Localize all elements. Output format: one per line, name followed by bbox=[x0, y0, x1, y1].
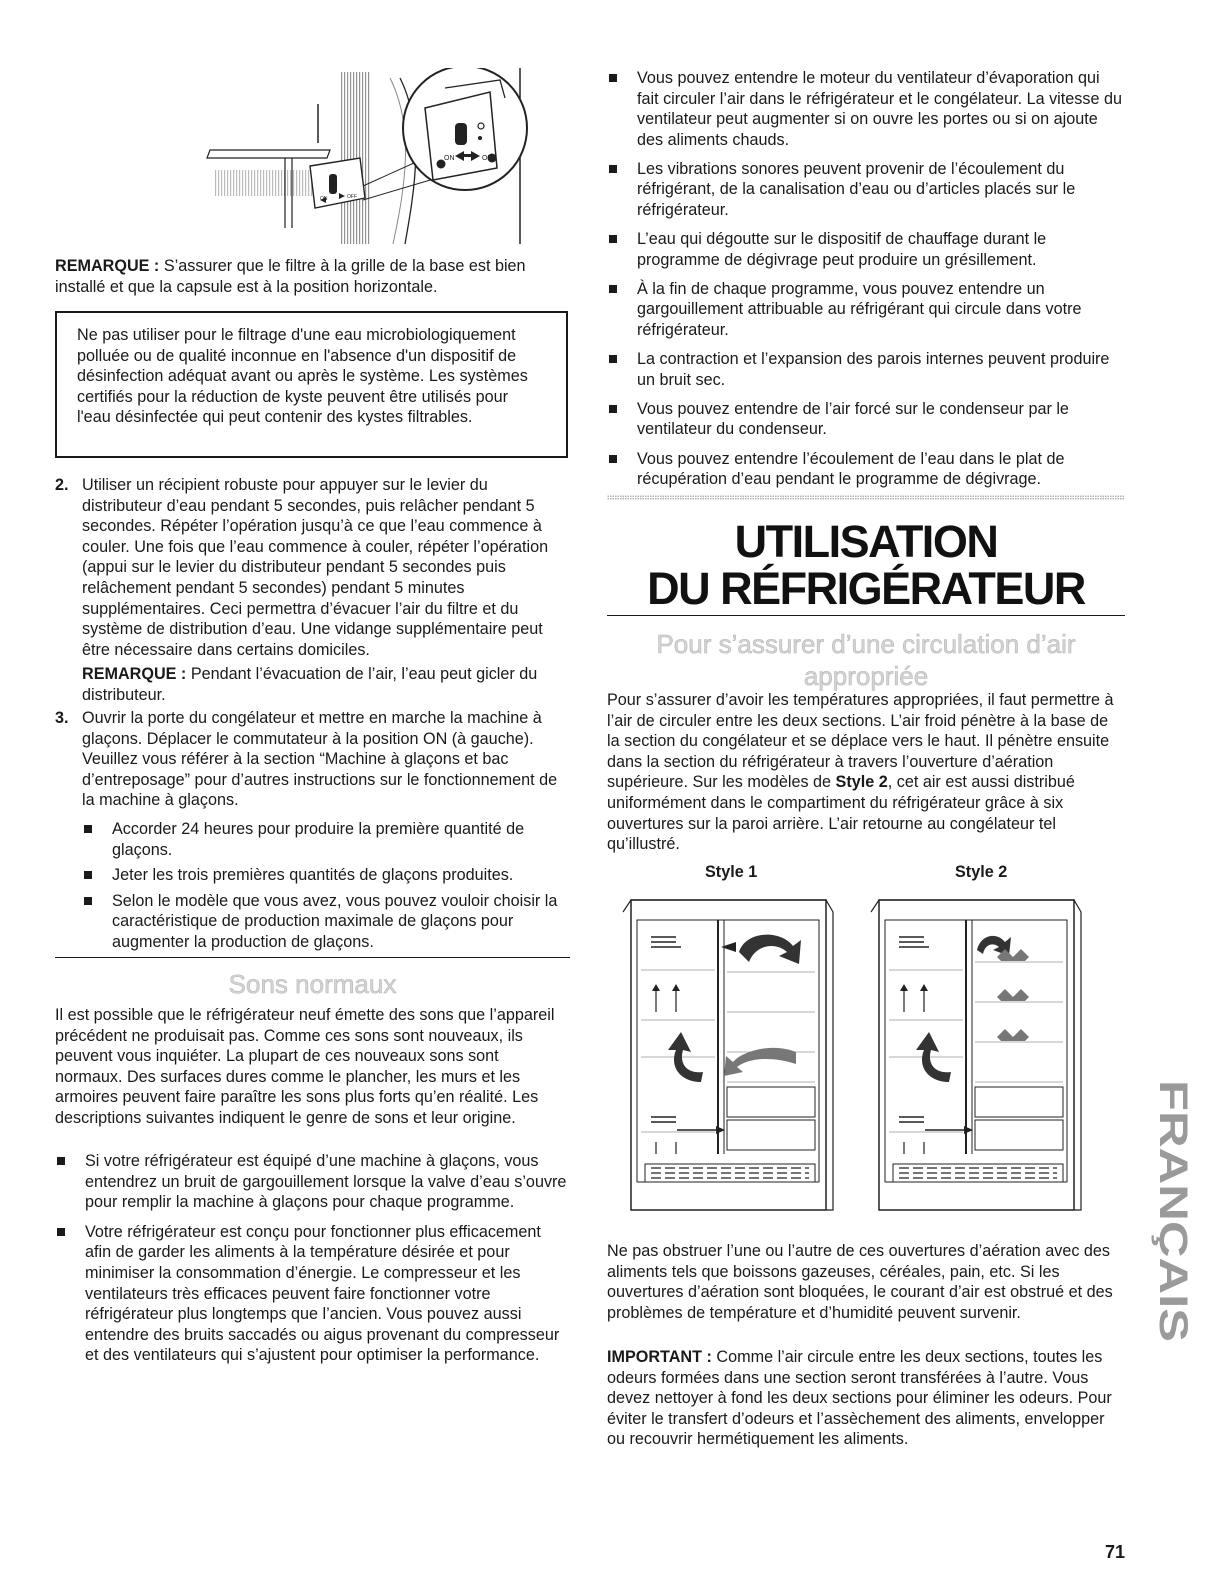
sons-bullets-left bbox=[55, 1151, 570, 1371]
step-2 bbox=[55, 475, 570, 706]
filter-note bbox=[55, 256, 570, 297]
svg-text:ON bbox=[444, 155, 455, 162]
step-2-number: 2. bbox=[55, 476, 69, 494]
list-item: Selon le modèle que vous avez, vous pouvez vouloir choisir la caractéristique de production maximale de glaçons pour augmenter la production de glaçons. bbox=[82, 891, 570, 953]
list-item: L’eau qui dégoutte sur le dispositif de chauffage durant le programme de dégivrage peut produire un grésillement. bbox=[607, 229, 1125, 270]
style-2-label: Style 2 bbox=[955, 863, 1008, 881]
list-item: Vous pouvez entendre l’écoulement de l’eau dans le plat de récupération d’eau pendant le programme de dégivrage. bbox=[607, 449, 1125, 490]
section-divider bbox=[55, 957, 570, 958]
warning-box bbox=[55, 311, 568, 458]
circulation-text-bold: Style 2 bbox=[835, 773, 888, 792]
circulation-heading: Pour s’assurer d’une circulation d’air appropriée bbox=[656, 629, 1076, 691]
section-title-line-1: UTILISATION bbox=[734, 516, 998, 567]
style-1-label: Style 1 bbox=[705, 863, 758, 881]
list-item: Les vibrations sonores peuvent provenir de l’écoulement du réfrigérant, de la canalisation d’eau ou d’articles placés sur le réfrigérateur. bbox=[607, 159, 1125, 221]
important-text: Comme l’air circule entre les deux sections, toutes les odeurs formées dans une section seront transférées à l’autre. Vous devez nettoyer à fond les deux sections pour éliminer les odeurs. Pour éviter le transfert d’odeurs et l’assèchement des aliments, envelopper ou recouvrir hermétiquement les aliments. bbox=[607, 1348, 1112, 1449]
circulation-paragraph bbox=[607, 690, 1125, 855]
list-item: Votre réfrigérateur est conçu pour fonctionner plus efficacement afin de garder les aliments à la température désirée et pour minimiser la consommation d’énergie. Le compresseur et les ventilateurs très efficaces peuvent faire fonctionner votre réfrigérateur plus longtemps que l’ancien. Vous pouvez aussi entendre des bruits saccadés ou aigus provenant du compresseur et des ventilateurs qui s’ajustent pour optimiser la performance. bbox=[55, 1222, 570, 1366]
circulation-text-a: Pour s’assurer d’avoir les températures appropriées, il faut permettre à l’air de circuler entre les deux sections. L’air froid pénètre à la base de la section du congélateur et se déplace vers le haut. Il pénètre ensuite dans la section du réfrigérateur à travers l’ouverture d’aération supérieure. Sur les modèles de bbox=[607, 691, 1114, 792]
language-tab-text: FRANÇAIS bbox=[1151, 1080, 1195, 1287]
circulation-text-b: , cet air est aussi distribué uniformément dans le compartiment du réfrigérateur grâce à six ouvertures sur la paroi arrière. L’air retourne au congélateur tel qu’illustré. bbox=[607, 773, 1075, 854]
important-paragraph bbox=[607, 1347, 1125, 1450]
list-item: Vous pouvez entendre le moteur du ventilateur d’évaporation qui fait circuler l’air dans le réfrigérateur et le congélateur. La vitesse du ventilateur peut augmenter si on ouvre les portes ou si on ajoute des aliments chauds. bbox=[607, 68, 1125, 150]
list-item: Accorder 24 heures pour produire la première quantité de glaçons. bbox=[82, 819, 570, 860]
sons-intro: Il est possible que le réfrigérateur neuf émette des sons que l’appareil précédent ne produisait pas. Comme ces sons sont nouveaux, ils peuvent vous inquiéter. La plupart de ces nouveaux sons sont normaux. Des surfaces dures comme le plancher, les murs et les armoires peuvent faire paraître les sons plus forts qu’en réalité. Les descriptions suivantes indiquent le genre de sons et leur origine. bbox=[55, 1006, 555, 1127]
base-grille-filter-illustration bbox=[155, 68, 535, 250]
list-item: Vous pouvez entendre de l’air forcé sur le condenseur par le ventilateur du condenseur. bbox=[607, 399, 1125, 440]
list-item: Si votre réfrigérateur est équipé d’une machine à glaçons, vous entendrez un bruit de gargouillement lorsque la valve d’eau s’ouvre pour remplir la machine à glaçons pour chaque programme. bbox=[55, 1151, 570, 1213]
step-3-bullets bbox=[82, 819, 570, 953]
section-title bbox=[607, 518, 1125, 612]
step-3 bbox=[55, 708, 570, 958]
step-2-note-label: REMARQUE : bbox=[82, 665, 187, 684]
language-side-tab bbox=[1148, 1080, 1198, 1345]
svg-text:ON bbox=[320, 196, 328, 202]
style-2-airflow-diagram bbox=[869, 892, 1083, 1220]
section-title-line-2: DU RÉFRIGÉRATEUR bbox=[647, 563, 1085, 614]
style-1-airflow-diagram bbox=[621, 892, 835, 1220]
warning-text: Ne pas utiliser pour le filtrage d'une eau microbiologiquement polluée ou de qualité inconnue en l'absence d'un dispositif de désinfection adéquat avant ou après le système. Les systèmes certifiés pour la réduction de kyste peuvent être utilisés pour l'eau désinfectée qui peut contenir des kystes filtrables. bbox=[77, 326, 528, 427]
step-3-number: 3. bbox=[55, 709, 69, 727]
switch-on-label: ON bbox=[444, 155, 455, 162]
list-item: À la fin de chaque programme, vous pouvez entendre un gargouillement attribuable au réfrigérant qui circule dans votre réfrigérateur. bbox=[607, 279, 1125, 341]
list-item: Jeter les trois premières quantités de glaçons produites. bbox=[82, 865, 570, 886]
title-divider bbox=[607, 615, 1125, 616]
filter-note-label: REMARQUE : bbox=[55, 257, 160, 275]
important-label: IMPORTANT : bbox=[607, 1348, 712, 1366]
switch-off-label-small: OFF bbox=[347, 194, 357, 200]
filter-note-text: S’assurer que le filtre à la grille de la base est bien installé et que la capsule est à la position horizontale. bbox=[55, 257, 526, 296]
svg-text:OFF bbox=[347, 194, 357, 200]
step-2-text: Utiliser un récipient robuste pour appuyer sur le levier du distributeur d’eau pendant 5 secondes, puis relâcher pendant 5 secondes. Répéter l’opération jusqu’à ce que l’eau commence à couler. Une fois que l’eau commence à couler, répéter l’opération (appui sur le levier du distributeur pendant 5 secondes puis relâchement pendant 5 secondes) pendant 5 minutes supplémentaires. Ceci permettra d’évacuer l’air du filtre et du système de distribution d’eau. Une vidange supplémentaire peut être nécessaire dans certains domiciles. bbox=[82, 476, 549, 659]
vent-warning-paragraph: Ne pas obstruer l’une ou l’autre de ces ouvertures d’aération avec des aliments tels que boissons gazeuses, céréales, pain, etc. Si les ouvertures d’aération sont bloquées, le courant d’air est obstrué et des problèmes de température et d’humidité peuvent survenir. bbox=[607, 1242, 1113, 1322]
step-2-note bbox=[82, 664, 570, 705]
dotted-divider bbox=[607, 495, 1125, 500]
step-2-note-text: Pendant l’évacuation de l’air, l’eau peut gicler du distributeur. bbox=[82, 665, 538, 704]
svg-text:FRANÇAIS bbox=[1151, 1080, 1195, 1342]
sons-bullets-right bbox=[607, 68, 1125, 498]
step-3-text: Ouvrir la porte du congélateur et mettre en marche la machine à glaçons. Déplacer le commutateur à la position ON (à gauche). Veuillez vous référer à la section “Machine à glaçons et bac d’entreposage” pour d’autres instructions sur le fonctionnement de la machine à glaçons. bbox=[82, 709, 558, 810]
svg-text:OFF bbox=[482, 155, 496, 162]
sons-normaux-heading: Sons normaux bbox=[228, 969, 397, 999]
style-labels bbox=[607, 862, 1125, 884]
switch-off-label: OFF bbox=[482, 155, 496, 162]
list-item: La contraction et l’expansion des parois internes peuvent produire un bruit sec. bbox=[607, 349, 1125, 390]
page-number: 71 bbox=[1104, 1542, 1125, 1562]
switch-on-label-small: ON bbox=[320, 196, 328, 202]
